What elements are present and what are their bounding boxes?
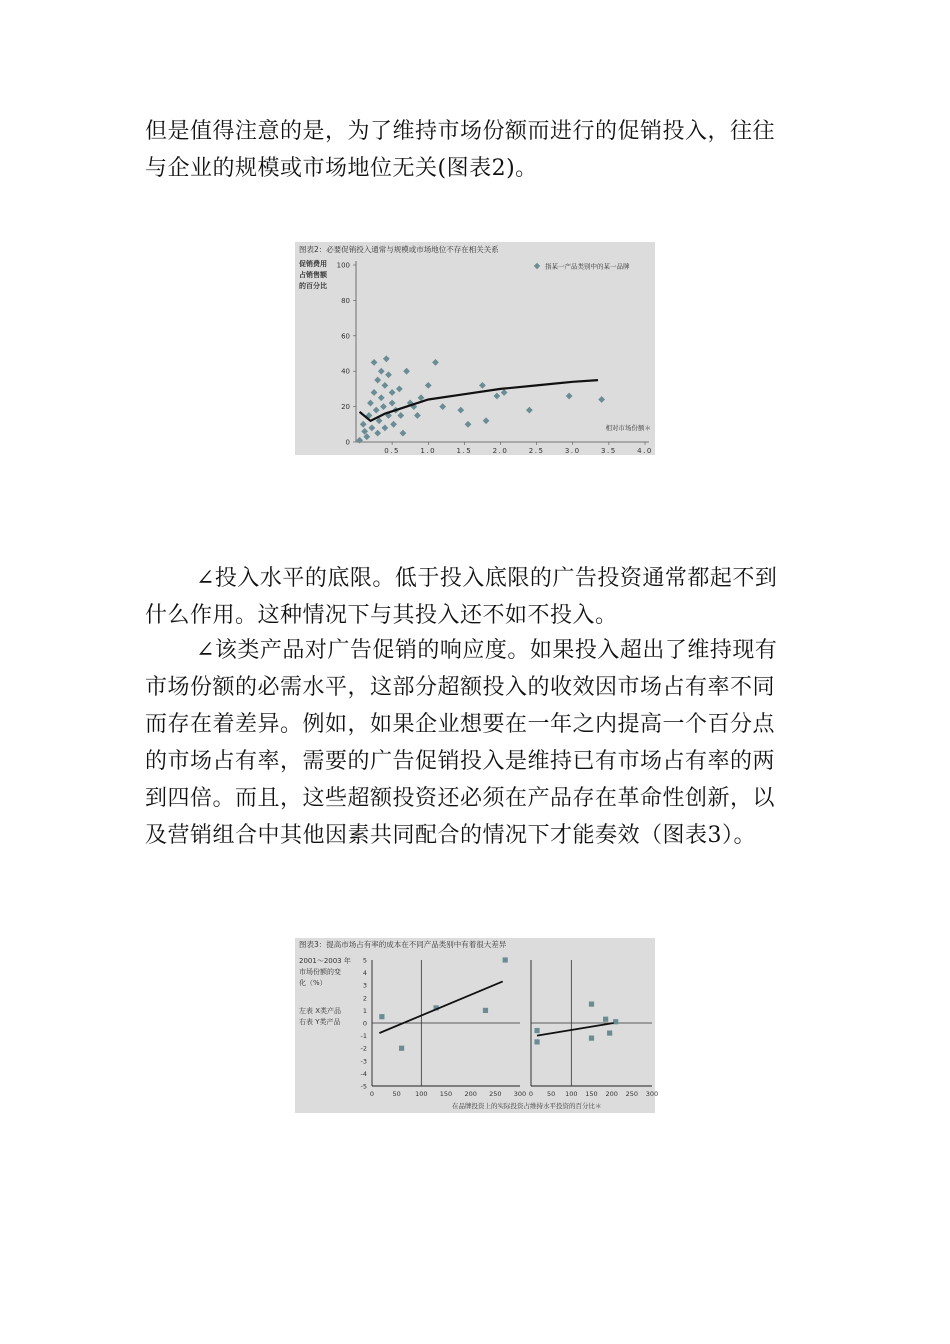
- x-tick-label: 200: [464, 1090, 477, 1098]
- y-tick-label: 0: [362, 1019, 367, 1028]
- legend-label: 指某一产品类别中的某一品牌: [545, 262, 630, 271]
- data-point: [479, 382, 486, 389]
- data-point: [371, 359, 378, 366]
- data-point: [378, 368, 385, 375]
- data-point: [403, 368, 410, 375]
- data-point: [483, 417, 490, 424]
- data-point: [425, 382, 432, 389]
- data-point-right: [589, 1002, 594, 1007]
- y-axis-label-line: 占销售额: [299, 271, 327, 279]
- x-tick-label: 0: [369, 1090, 375, 1098]
- data-point: [414, 412, 421, 419]
- x-tick-label: 2.5: [528, 447, 545, 455]
- y-axis-label-line: 的百分比: [299, 282, 327, 290]
- figure-2-scatter-chart: [295, 242, 655, 455]
- y-tick-label: -4: [360, 1069, 367, 1078]
- data-point: [374, 430, 381, 437]
- data-point: [390, 421, 397, 428]
- y-axis-label-line: 2001～2003 年: [299, 957, 351, 965]
- data-point: [566, 393, 573, 400]
- x-tick-label: 0: [528, 1090, 534, 1098]
- data-point: [397, 412, 404, 419]
- legend-note: 右表 Y类产品: [299, 1018, 341, 1026]
- figure-2-title: 图表2：必要促销投入通常与规模或市场地位不存在相关关系: [299, 245, 499, 254]
- data-point-right: [534, 1028, 539, 1033]
- y-tick-label: 20: [341, 403, 350, 412]
- y-tick-label: 80: [341, 296, 350, 305]
- data-point: [396, 386, 403, 393]
- y-tick-label: 4: [362, 969, 367, 978]
- data-point: [356, 437, 363, 444]
- data-point: [367, 400, 374, 407]
- data-point-left: [379, 1014, 384, 1019]
- data-point-right: [603, 1017, 608, 1022]
- x-tick-label: 250: [489, 1090, 502, 1098]
- x-tick-label: 100: [565, 1090, 578, 1098]
- trend-line-left: [379, 981, 502, 1033]
- data-point-left: [483, 1008, 488, 1013]
- data-point-right: [613, 1019, 618, 1024]
- x-tick-label: 3.0: [564, 447, 581, 455]
- y-axis-label-line: 市场份额的变: [299, 968, 341, 976]
- figure-3-title: 图表3：提高市场占有率的成本在不同产品类别中有着很大差异: [299, 940, 507, 949]
- x-tick-label: 0.5: [384, 447, 400, 455]
- x-tick-label: 100: [415, 1090, 428, 1098]
- data-point: [439, 403, 446, 410]
- data-point: [493, 393, 500, 400]
- data-point: [432, 359, 439, 366]
- data-point-right: [534, 1039, 539, 1044]
- data-point: [371, 389, 378, 396]
- data-point: [385, 371, 392, 378]
- data-point: [378, 394, 385, 401]
- data-point: [400, 430, 407, 437]
- data-point: [382, 424, 389, 431]
- x-tick-label: 1.5: [456, 447, 473, 455]
- data-point-right: [607, 1030, 612, 1035]
- data-point: [380, 403, 387, 410]
- y-tick-label: 0: [345, 438, 350, 447]
- x-tick-label: 3.5: [601, 447, 617, 455]
- figure-3-svg: [295, 938, 659, 1113]
- y-tick-label: 5: [362, 956, 367, 965]
- paragraph-response-level: ∠该类产品对广告促销的响应度。如果投入超出了维持现有市场份额的必需水平，这部分超额投入的收效因市场占有率不同而存在着差异。例如，如果企业想要在一年之内提高一个百分点的市场占有率，需要的广告促销投入是维持已有市场占有率的两到四倍。而且，这些超额投资还必须在产品存在革命性创新，以及营销组合中其他因素共同配合的情况下才能奏效（图表3）。: [145, 638, 778, 848]
- data-point: [389, 389, 396, 396]
- figure-3-scatter-charts: [295, 938, 659, 1113]
- y-tick-label: 60: [341, 332, 350, 341]
- legend-marker-diamond: [534, 263, 540, 269]
- y-axis-label-line: 促销费用: [299, 260, 327, 268]
- data-point: [383, 355, 390, 362]
- figure-2-svg: [295, 242, 655, 455]
- data-point: [526, 407, 533, 414]
- data-point: [501, 389, 508, 396]
- data-point: [598, 396, 605, 403]
- y-tick-label: -2: [360, 1044, 367, 1053]
- x-tick-label: 150: [585, 1090, 598, 1098]
- x-tick-label: 150: [439, 1090, 453, 1098]
- data-point-right: [589, 1036, 594, 1041]
- data-point: [389, 400, 396, 407]
- x-tick-label: 2.0: [492, 447, 509, 455]
- y-tick-label: 1: [362, 1006, 367, 1015]
- paragraph-investment-floor: ∠投入水平的底限。低于投入底限的广告投资通常都起不到什么作用。这种情况下与其投入还不如不投入。: [145, 566, 778, 628]
- data-point-left: [503, 957, 508, 962]
- data-point: [373, 407, 380, 414]
- x-tick-label: 250: [625, 1090, 639, 1098]
- legend-note: 左表 X类产品: [299, 1007, 342, 1015]
- data-point: [374, 377, 381, 384]
- y-tick-label: 3: [362, 981, 367, 990]
- y-tick-label: 100: [336, 261, 350, 270]
- data-point: [368, 424, 375, 431]
- y-tick-label: -1: [360, 1032, 367, 1041]
- trend-line: [360, 380, 598, 421]
- paragraph-intro: 但是值得注意的是，为了维持市场份额而进行的促销投入，往往与企业的规模或市场地位无关(图表2)。: [145, 119, 776, 181]
- x-tick-label: 1.0: [420, 447, 437, 455]
- data-point: [465, 421, 472, 428]
- x-axis-label: 相对市场份额＊: [605, 424, 651, 432]
- x-tick-label: 300: [513, 1090, 527, 1098]
- trend-line-right: [537, 1023, 614, 1036]
- y-tick-label: 2: [362, 994, 367, 1003]
- y-axis-label-line: 化（%）: [299, 979, 327, 987]
- data-point-left: [399, 1046, 404, 1051]
- data-point: [382, 382, 389, 389]
- x-tick-label: 50: [547, 1090, 556, 1098]
- x-tick-label: 50: [392, 1090, 401, 1098]
- x-axis-label: 在品牌投资上的实际投资占维持水平投资的百分比＊: [452, 1102, 602, 1110]
- x-tick-label: 300: [645, 1090, 659, 1098]
- data-point: [457, 407, 464, 414]
- y-tick-label: 40: [341, 367, 350, 376]
- data-point: [360, 421, 367, 428]
- x-tick-label: 200: [605, 1090, 618, 1098]
- y-tick-label: -3: [360, 1057, 367, 1066]
- x-tick-label: 4.0: [637, 447, 653, 455]
- y-tick-label: -5: [360, 1082, 367, 1091]
